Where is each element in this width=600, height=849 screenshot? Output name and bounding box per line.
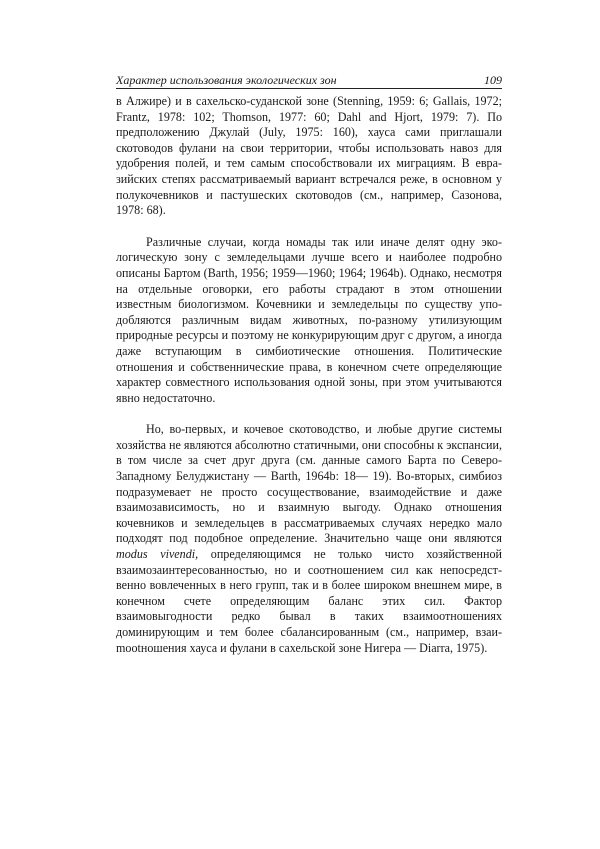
- header-rule: [116, 88, 502, 89]
- paragraph-3: [116, 422, 502, 656]
- body-text: [116, 94, 502, 656]
- paragraph-2: Различные случаи, когда номады так или иначе делят одну экологическую зону с земледельцами лучше всего и наиболее подробно описаны Бартом (Barth, 1956; 1959—1960; 1964; 1964b). Однако, несмотря на отдельные оговорки, его работы страдают в этом отношении известным биологизмом. Кочевники и земледельцы по существу уподобляются различным видам животных, по-разному утилизующим природные ресурсы и поэтому не конкурирующим друг с другом, а иногда даже вступающим в симбиотические отношения. Политические отношения и собственнические права, в конечном счете определяющие характер совместного использования одной зоны, при этом учитываются явно недостаточно.: [116, 234, 502, 405]
- paragraph-3-text-before: Но, во-первых, и кочевое скотоводство, и любые другие системы хозяйства не являются абсолютно статичными, они способны к экспансии, в том числе за счет друг друга (см. данные самого Барта по Северо-Западному Белуджистану — Barth, 1964b: 18— 19). Во-вторых, симбиоз подразумевает не просто сосуществование, взаимодействие и даже взаимозависимость, но и взаимную выгоду. Однако отношения кочевников и земледельцев в рассматриваемых случаях нередко мало подходят под подобное определение. Значительно чаще они являются: [116, 422, 502, 546]
- paragraph-3-italic-term: modus vivendi,: [116, 547, 199, 562]
- running-head-title: Характер использования экологических зон: [116, 73, 337, 87]
- page-number: 109: [484, 73, 502, 87]
- paragraph-3-text-after: определяющимся не только чисто хозяйственной взаимозаинтересованностью, но и соотношением сил как непосредственно вовлеченных в него групп, так и в более широком внешнем мире, в конечном счете определяющим баланс этих сил. Фактор взаимовыгодности редко бывал в таких взаимоотношениях доминирующим и тем более сбалансированным (см., например, взаиmootношения хауса и фулани в сахельской зоне Нигера — Diarra, 1975).: [116, 547, 502, 655]
- running-head: [116, 73, 502, 87]
- paragraph-1: в Алжире) и в сахельско-суданской зоне (Stenning, 1959: 6; Gallais, 1972; Frantz, 1978: 102; Thomson, 1977: 60; Dahl and Hjort, 1979: 7). По предположению Джулай (July, 1975: 160), хауса сами приглашали скотоводов фулани на свои территории, чтобы использовать навоз для удобрения полей, и тем самым способствовали их миграциям. В евразийских степях рассматриваемый вариант встречался реже, в основном у полукочевников и пастушеских скотоводов (см., например, Сазонова, 1978: 68).: [116, 94, 502, 218]
